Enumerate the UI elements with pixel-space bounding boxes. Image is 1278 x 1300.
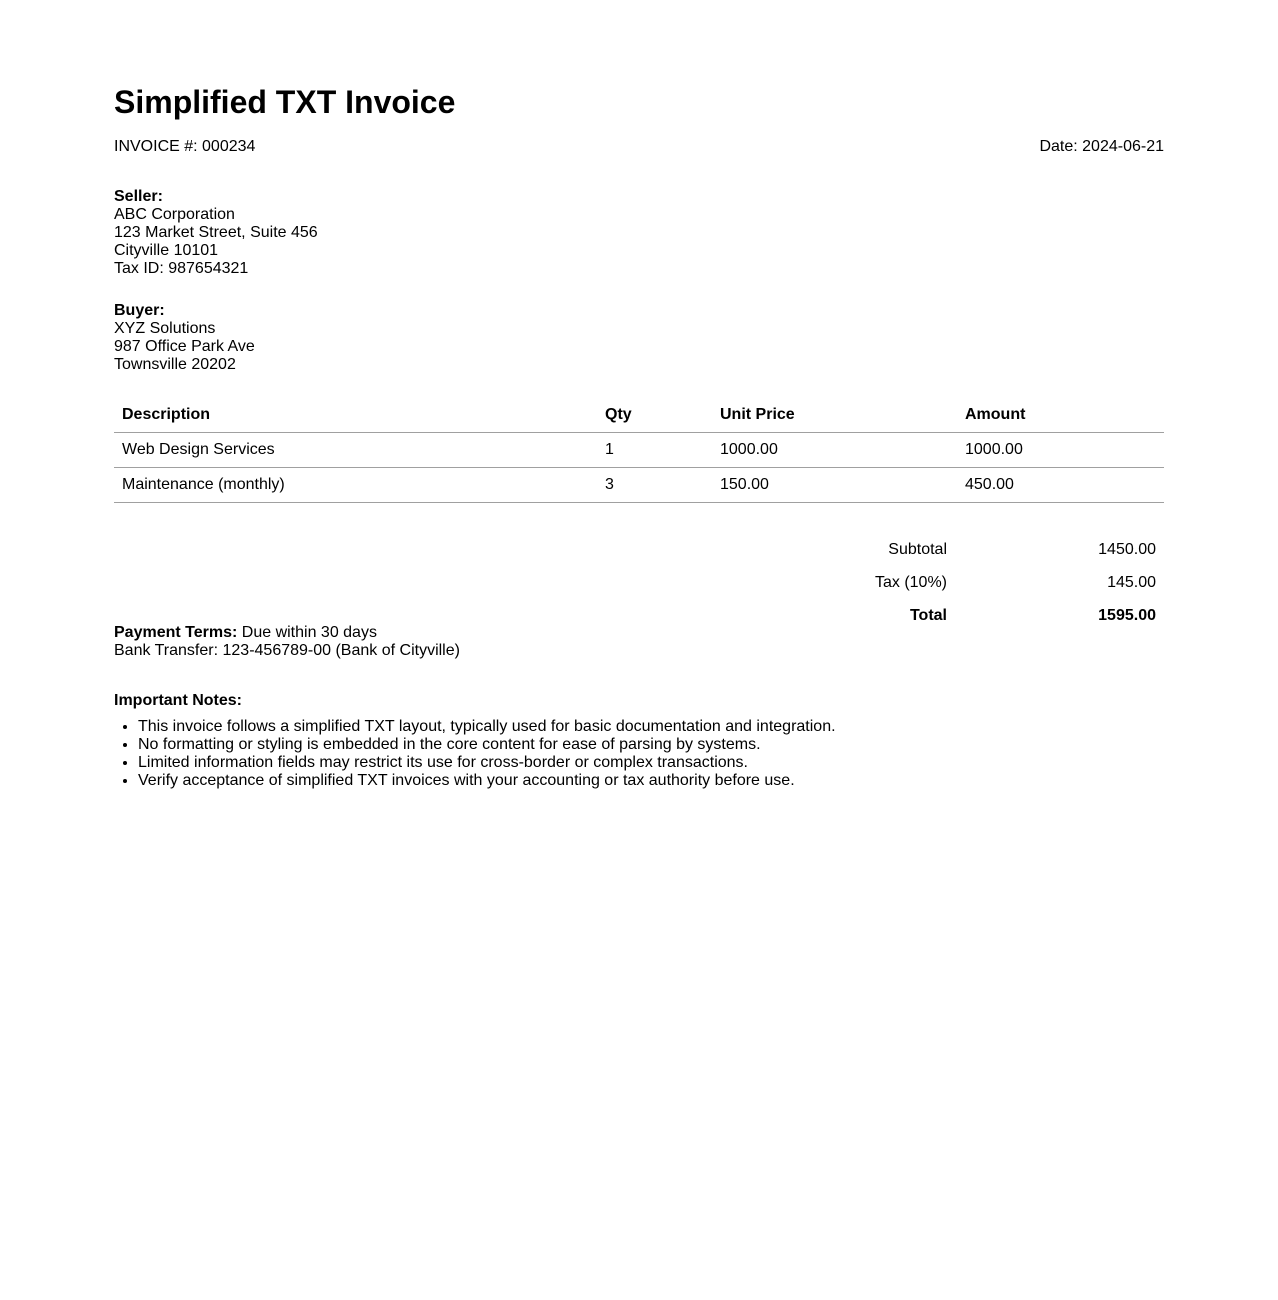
invoice-meta-row xyxy=(114,138,1164,156)
invoice-page xyxy=(114,0,1164,790)
table-row xyxy=(114,468,1164,503)
payment-block xyxy=(114,624,1164,660)
bank-transfer: Bank Transfer: 123-456789-00 (Bank of Cityville) xyxy=(114,642,460,659)
cell-amount: 450.00 xyxy=(957,468,1164,503)
notes-title: Important Notes: xyxy=(114,692,242,709)
seller-label: Seller: xyxy=(114,188,163,205)
buyer-address: 987 Office Park Ave xyxy=(114,338,255,355)
buyer-block xyxy=(114,302,1164,374)
line-items-table xyxy=(114,398,1164,503)
seller-name: ABC Corporation xyxy=(114,206,235,223)
tax-row xyxy=(114,566,1164,599)
table-header-row xyxy=(114,398,1164,433)
notes-list xyxy=(114,718,1164,790)
cell-qty: 1 xyxy=(597,433,712,468)
table-row xyxy=(114,433,1164,468)
subtotal-row xyxy=(114,533,1164,566)
payment-terms xyxy=(114,624,1164,642)
header-description: Description xyxy=(114,398,597,433)
tax-value: 145.00 xyxy=(1107,573,1156,591)
total-value: 1595.00 xyxy=(1098,606,1156,624)
notes-block xyxy=(114,692,1164,790)
cell-description: Web Design Services xyxy=(114,433,597,468)
header-unit-price: Unit Price xyxy=(712,398,957,433)
header-qty: Qty xyxy=(597,398,712,433)
list-item: • No formatting or styling is embedded in the core content for ease of parsing by systems. xyxy=(138,736,1164,754)
list-item: • Verify acceptance of simplified TXT invoices with your accounting or tax authority before use. xyxy=(138,772,1164,790)
subtotal-label: Subtotal xyxy=(888,540,947,558)
buyer-city: Townsville 20202 xyxy=(114,356,236,373)
cell-amount: 1000.00 xyxy=(957,433,1164,468)
totals-table xyxy=(114,533,1164,632)
seller-address: 123 Market Street, Suite 456 xyxy=(114,224,318,241)
payment-terms-label: Payment Terms: xyxy=(114,624,238,641)
cell-unit-price: 1000.00 xyxy=(712,433,957,468)
seller-block xyxy=(114,188,1164,278)
subtotal-value: 1450.00 xyxy=(1098,540,1156,558)
cell-qty: 3 xyxy=(597,468,712,503)
buyer-label: Buyer: xyxy=(114,302,165,319)
seller-tax-id: Tax ID: 987654321 xyxy=(114,260,249,277)
cell-description: Maintenance (monthly) xyxy=(114,468,597,503)
list-item: • Limited information fields may restrict its use for cross-border or complex transactions. xyxy=(138,754,1164,772)
seller-city: Cityville 10101 xyxy=(114,242,219,259)
invoice-date: Date: 2024-06-21 xyxy=(1039,138,1164,155)
cell-unit-price: 150.00 xyxy=(712,468,957,503)
list-item: • This invoice follows a simplified TXT layout, typically used for basic documentation and integration. xyxy=(138,718,1164,736)
invoice-title: Simplified TXT Invoice xyxy=(114,84,456,120)
invoice-number: INVOICE #: 000234 xyxy=(114,138,256,155)
total-label: Total xyxy=(909,606,947,624)
buyer-name: XYZ Solutions xyxy=(114,320,216,337)
payment-terms-value: Due within 30 days xyxy=(241,624,377,641)
header-amount: Amount xyxy=(957,398,1164,433)
tax-label: Tax (10%) xyxy=(874,573,947,591)
